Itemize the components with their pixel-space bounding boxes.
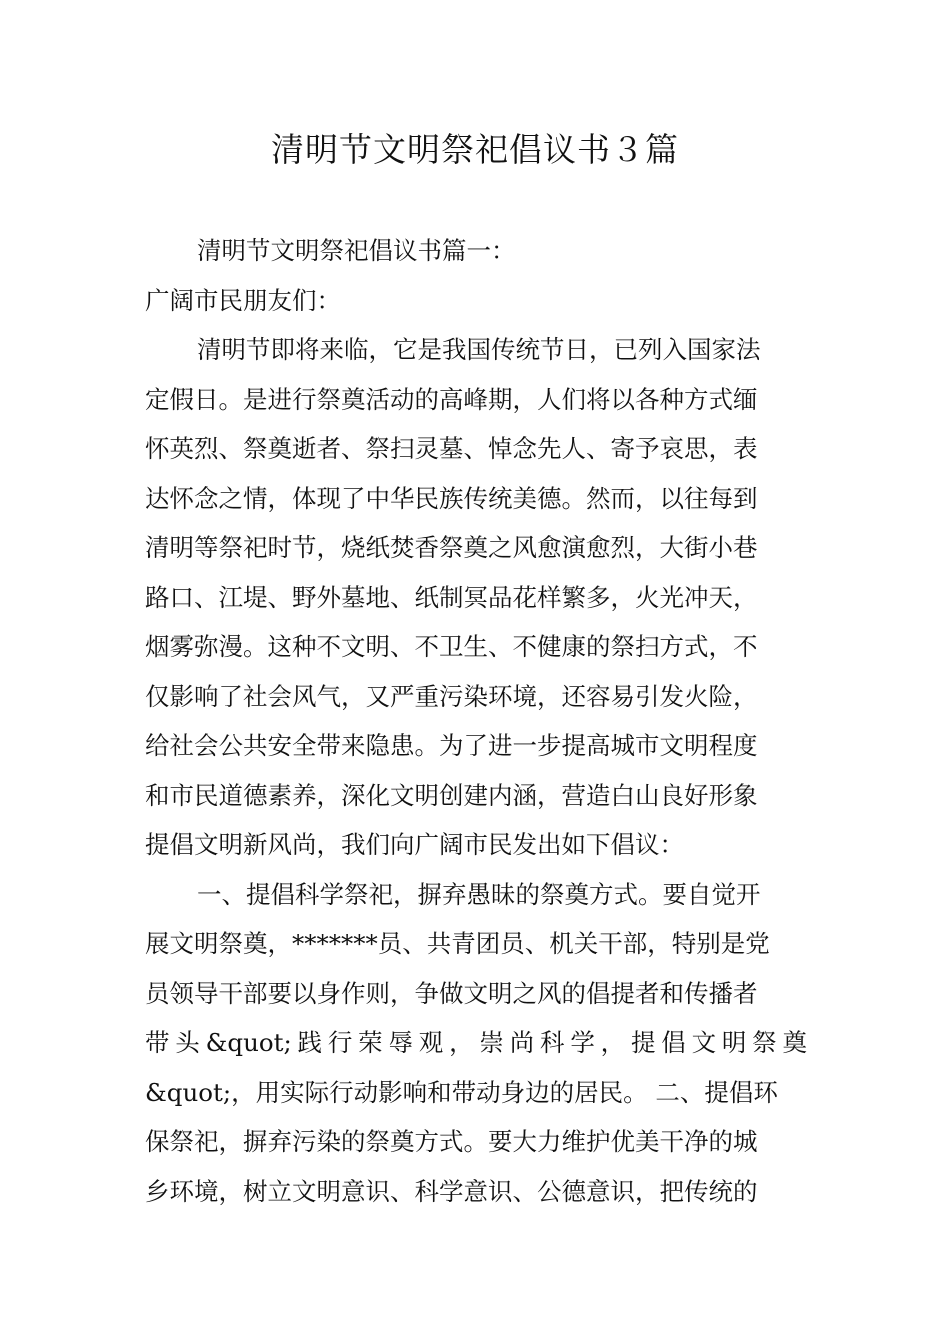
paragraph-line: 一、提倡科学祭祀，摒弃愚昧的祭奠方式。要自觉开 — [197, 879, 761, 909]
paragraph-line: 清明节即将来临，它是我国传统节日，已列入国家法 — [197, 335, 761, 364]
paragraph-line: 路口、江堤、野外墓地、纸制冥品花样繁多，火光冲天， — [145, 582, 758, 612]
paragraph-line: 员领导干部要以身作则，争做文明之风的倡提者和传播者 — [145, 978, 758, 1008]
paragraph-line: 达怀念之情，体现了中华民族传统美德。然而，以往每到 — [145, 483, 758, 513]
paragraph-line: 展文明祭奠，*******员、共青团员、机关干部，特别是党 — [145, 929, 770, 958]
document-title: 清明节文明祭祀倡议书３篇 — [271, 130, 679, 169]
paragraph-line: 乡环境，树立文明意识、科学意识、公德意识，把传统的 — [145, 1176, 758, 1206]
paragraph-line: 怀英烈、祭奠逝者、祭扫灵墓、悼念先人、寄予哀思，表 — [145, 434, 758, 463]
document-body — [145, 226, 807, 1216]
paragraph-line: 烟雾弥漫。这种不文明、不卫生、不健康的祭扫方式，不 — [145, 632, 758, 661]
paragraph-line: 清明等祭祀时节，烧纸焚香祭奠之风愈演愈烈，大街小巷 — [145, 533, 758, 562]
salutation: 广阔市民朋友们： — [145, 285, 341, 315]
paragraph-line: 和市民道德素养，深化文明创建内涵，营造白山良好形象 — [145, 780, 758, 810]
paragraph-line: 提倡文明新风尚，我们向广阔市民发出如下倡议： — [145, 830, 684, 859]
paragraph-line: 带头&quot;践行荣辱观，崇尚科学，提倡文明祭奠 — [145, 1028, 807, 1057]
paragraph-line: 给社会公共安全带来隐患。为了进一步提高城市文明程度 — [145, 731, 758, 760]
section-heading: 清明节文明祭祀倡议书篇一： — [197, 236, 516, 265]
paragraph-line: 定假日。是进行祭奠活动的高峰期，人们将以各种方式缅 — [145, 384, 758, 414]
paragraph-line: 仅影响了社会风气，又严重污染环境，还容易引发火险， — [145, 681, 758, 711]
paragraph-line: 保祭祀，摒弃污染的祭奠方式。要大力维护优美干净的城 — [145, 1127, 758, 1156]
paragraph-line: &quot;，用实际行动影响和带动身边的居民。 二、提倡环 — [145, 1077, 778, 1107]
